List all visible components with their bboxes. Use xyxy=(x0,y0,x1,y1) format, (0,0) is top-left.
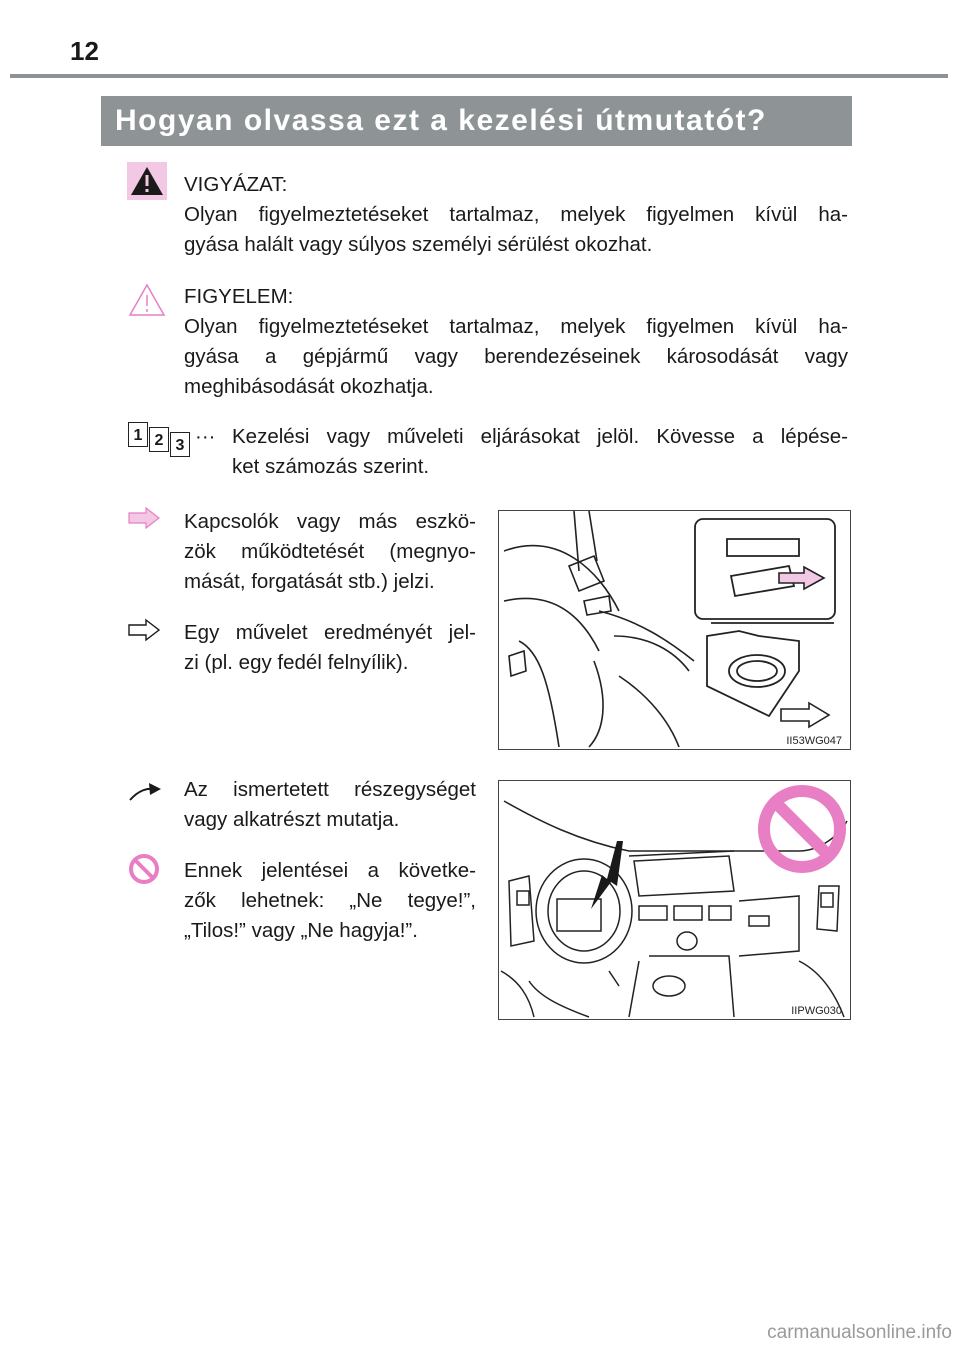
figyelem-heading: FIGYELEM: xyxy=(184,285,294,308)
pointer-block xyxy=(184,775,476,835)
illustration-dashboard xyxy=(498,780,851,1020)
prohibition-icon xyxy=(128,853,160,890)
illustration-cup-holder xyxy=(498,510,851,750)
pointer-arrow-icon xyxy=(127,780,163,807)
figyelem-line: Olyan figyelmeztetéseket tartalmaz, melyek figyelmen kívül ha- xyxy=(184,315,848,338)
steps-block xyxy=(232,422,848,482)
prohibition-block xyxy=(184,856,476,946)
warning-filled-icon xyxy=(127,162,167,205)
steps-dots: ··· xyxy=(195,425,216,448)
figyelem-block xyxy=(184,282,848,402)
arrow-action-line: Kapcsolók vagy más eszkö- xyxy=(184,510,476,533)
arrow-action-line: mását, forgatását stb.) jelzi. xyxy=(184,570,435,593)
dashboard-drawing xyxy=(499,781,849,1018)
arrow-result-line: zi (pl. egy fedél felnyílik). xyxy=(184,651,409,674)
arrow-action-line: zök működtetését (megnyo- xyxy=(184,540,476,563)
prohibition-line: zők lehetnek: „Ne tegye!”, xyxy=(184,889,476,912)
filled-arrow-icon xyxy=(127,506,161,535)
outline-arrow-icon xyxy=(127,618,161,647)
step-number-3: 3 xyxy=(170,432,190,457)
figure-id: II53WG047 xyxy=(786,735,842,747)
step-number-1: 1 xyxy=(128,422,148,447)
cup-holder-drawing xyxy=(499,511,849,748)
arrow-result-line: Egy művelet eredményét jel- xyxy=(184,621,476,644)
vigyazat-heading: VIGYÁZAT: xyxy=(184,173,288,196)
arrow-result-block xyxy=(184,618,476,678)
prohibition-line: Ennek jelentései a követke- xyxy=(184,859,476,882)
figyelem-line: meghibásodását okozhatja. xyxy=(184,375,434,398)
top-rule xyxy=(10,74,948,78)
watermark: carmanualsonline.info xyxy=(767,1322,952,1343)
vigyazat-line: gyása halált vagy súlyos személyi sérülést okozhat. xyxy=(184,233,653,256)
figure-id: IIPWG030 xyxy=(791,1005,842,1017)
arrow-action-block xyxy=(184,507,476,597)
steps-line: ket számozás szerint. xyxy=(232,455,430,478)
figyelem-line: gyása a gépjármű vagy berendezéseinek károsodását vagy xyxy=(184,345,848,368)
vigyazat-line: Olyan figyelmeztetéseket tartalmaz, melyek figyelmen kívül ha- xyxy=(184,203,848,226)
steps-line: Kezelési vagy műveleti eljárásokat jelöl. Kövesse a lépése- xyxy=(232,425,848,448)
vigyazat-block xyxy=(184,170,848,260)
warning-outline-icon xyxy=(127,282,167,323)
step-number-2: 2 xyxy=(149,427,169,452)
prohibition-line: „Tilos!” vagy „Ne hagyja!”. xyxy=(184,919,418,942)
page-number: 12 xyxy=(70,36,99,66)
pointer-line: Az ismertetett részegységet xyxy=(184,778,476,801)
section-title: Hogyan olvassa ezt a kezelési útmutatót? xyxy=(101,96,852,146)
pointer-line: vagy alkatrészt mutatja. xyxy=(184,808,400,831)
